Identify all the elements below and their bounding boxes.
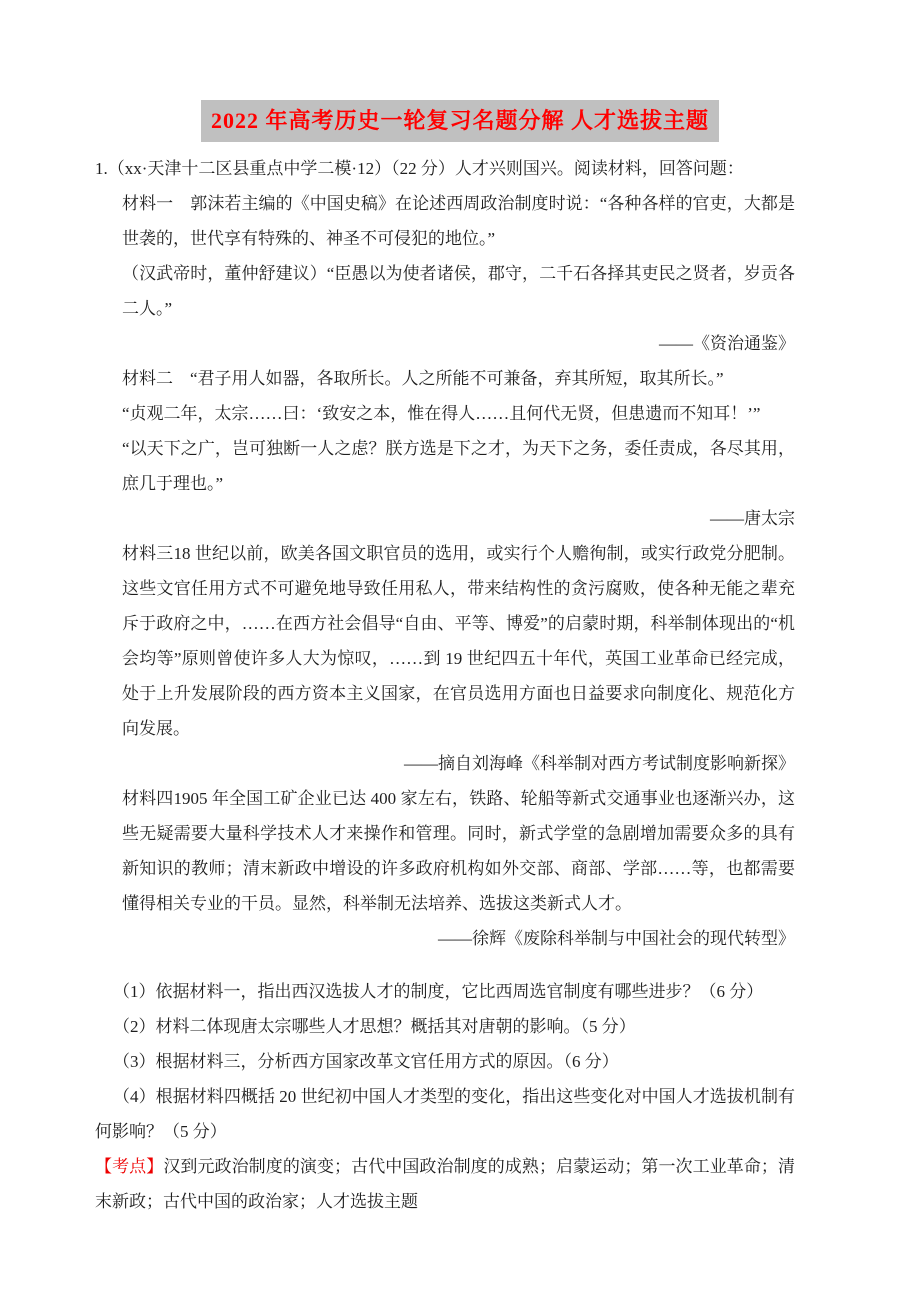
material-3-paragraph-1: 材料三18 世纪以前，欧美各国文职官员的选用，或实行个人赡徇制，或实行政党分肥制。这些文官任用方式不可避免地导致任用私人，带来结构性的贪污腐败，使各种无能之辈充斥于政府之中，……在西方社会倡导“自由、平等、博爱”的启蒙时期，科举制体现出的“机会均等”原则曾使许多人大为惊叹，……到 19 世纪四五十年代，英国工业革命已经完成，处于上升发展阶段的西方资本主义国家，在官员选用方面也日益要求向制度化、规范化方向发展。 xyxy=(122,544,795,738)
material-1-paragraph-2: （汉武帝时，董仲舒建议）“臣愚以为使者诸侯，郡守，二千石各择其吏民之贤者，岁贡各二人。” xyxy=(122,264,795,318)
sub-questions xyxy=(95,974,795,1149)
material-2-paragraph-2: “贞观二年，太宗……曰：‘致安之本，惟在得人……且何代无贤，但患遗而不知耳！’” xyxy=(122,404,761,423)
exam-points-label: 【考点】 xyxy=(95,1157,164,1176)
material-4 xyxy=(122,781,795,956)
sub-question-2: （2）材料二体现唐太宗哪些人才思想？概括其对唐朝的影响。（5 分） xyxy=(113,1017,636,1036)
sub-question-1: （1）依据材料一，指出西汉选拔人才的制度，它比西周选官制度有哪些进步？（6 分） xyxy=(113,982,764,1001)
exam-points xyxy=(95,1149,795,1219)
document-title-row xyxy=(95,100,825,143)
material-1-source: ——《资治通鉴》 xyxy=(659,334,795,353)
material-2-paragraph-1: 材料二 “君子用人如器，各取所长。人之所能不可兼备，弃其所短，取其所长。” xyxy=(122,369,724,388)
exam-points-text: 汉到元政治制度的演变；古代中国政治制度的成熟；启蒙运动；第一次工业革命；清末新政；古代中国的政治家；人才选拔主题 xyxy=(95,1157,796,1211)
material-4-source: ——徐辉《废除科举制与中国社会的现代转型》 xyxy=(438,929,795,948)
question-1-header: 1.（xx·天津十二区县重点中学二模·12）（22 分）人才兴则国兴。阅读材料，回答问题： xyxy=(95,159,744,178)
material-3 xyxy=(122,536,795,781)
question-1-materials xyxy=(122,186,795,956)
sub-question-3: （3）根据材料三，分析西方国家改革文官任用方式的原因。（6 分） xyxy=(113,1052,619,1071)
material-2-paragraph-3: “以天下之广，岂可独断一人之虑？朕方选是下之才，为天下之务，委任责成，各尽其用，庶几于理也。” xyxy=(122,439,795,493)
material-4-paragraph-1: 材料四1905 年全国工矿企业已达 400 家左右，铁路、轮船等新式交通事业也逐渐兴办，这些无疑需要大量科学技术人才来操作和管理。同时，新式学堂的急剧增加需要众多的具有新知识的教师；清末新政中增设的许多政府机构如外交部、商部、学部……等，也都需要懂得相关专业的干员。显然，科举制无法培养、选拔这类新式人才。 xyxy=(122,789,795,913)
material-1-paragraph-1: 材料一 郭沫若主编的《中国史稿》在论述西周政治制度时说：“各种各样的官吏，大都是世袭的，世代享有特殊的、神圣不可侵犯的地位。” xyxy=(122,194,795,248)
sub-question-4: （4）根据材料四概括 20 世纪初中国人才类型的变化，指出这些变化对中国人才选拔机制有何影响？（5 分） xyxy=(95,1087,795,1141)
material-2-source: ——唐太宗 xyxy=(710,509,795,528)
material-3-source: ——摘自刘海峰《科举制对西方考试制度影响新探》 xyxy=(404,754,795,773)
document-title: 2022 年高考历史一轮复习名题分解 人才选拔主题 xyxy=(201,100,719,142)
material-2 xyxy=(122,361,795,536)
material-1 xyxy=(122,186,795,361)
